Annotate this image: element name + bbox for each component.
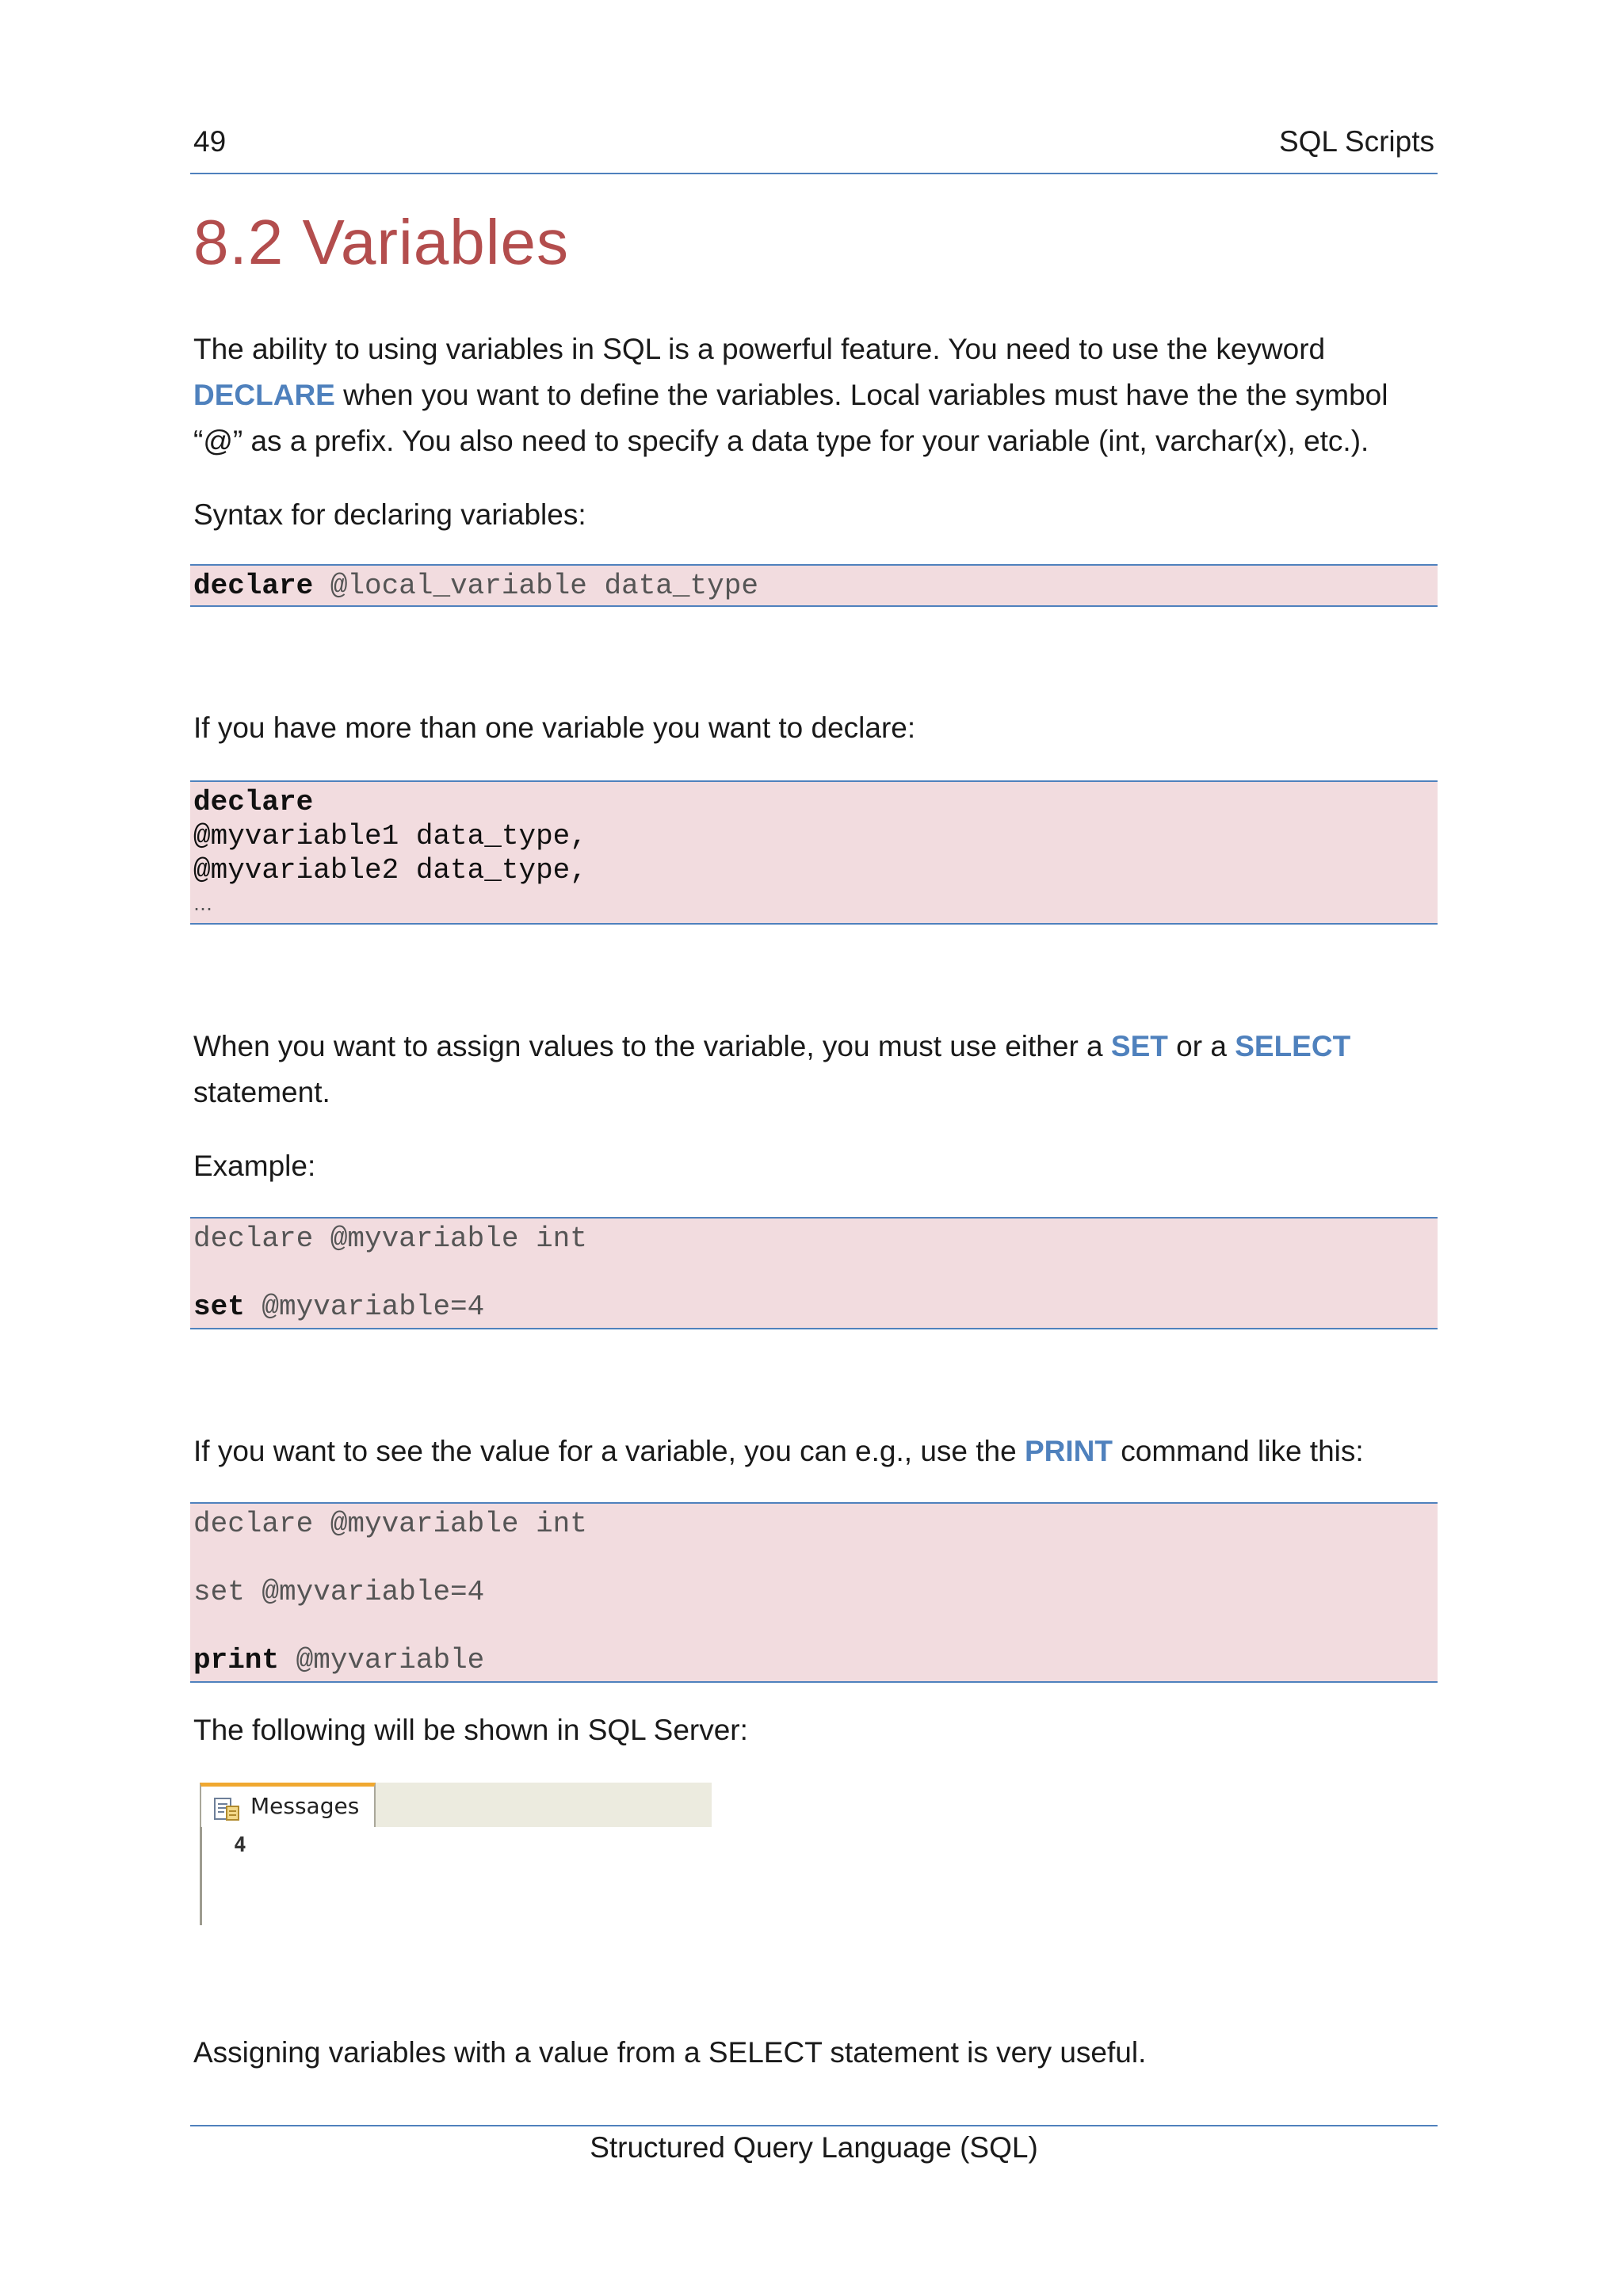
assign-text-2: or a — [1167, 1030, 1235, 1062]
code-keyword: declare — [193, 570, 314, 602]
code-line — [193, 1575, 1434, 1609]
code-line — [193, 887, 1434, 921]
set-keyword: SET — [1110, 1030, 1168, 1062]
code-text: @local_variable data_type — [313, 570, 758, 602]
code-text: @myvariable=4 — [244, 1291, 485, 1323]
messages-tab-label: Messages — [250, 1793, 360, 1819]
multi-declare-label: If you have more than one variable you want to declare: — [193, 711, 916, 744]
code-line-blank — [193, 1609, 1434, 1643]
messages-tab[interactable] — [200, 1783, 376, 1829]
code-line — [193, 1290, 1434, 1324]
messages-output-area — [200, 1827, 714, 1925]
code-line — [193, 1222, 1434, 1256]
section-name: SQL Scripts — [1278, 125, 1434, 158]
syntax-label: Syntax for declaring variables: — [193, 498, 586, 531]
code-line — [193, 569, 1434, 603]
intro-text-1: The ability to using variables in SQL is a powerful feature. You need to use the keyword — [193, 333, 1326, 365]
code-text: @myvariable1 data_type, — [193, 820, 587, 852]
code-text: set @myvariable=4 — [193, 1576, 485, 1608]
assign-text-3: statement. — [193, 1076, 330, 1108]
code-keyword: declare — [193, 786, 314, 818]
code-line — [193, 1643, 1434, 1677]
messages-icon — [212, 1794, 241, 1822]
intro-text-2: when you want to define the variables. Local variables must have the the symbol “@” as a prefix. You also need to specify a data type for your variable (int, varchar(x), etc.). — [193, 379, 1388, 457]
code-block-example — [190, 1217, 1438, 1329]
code-keyword: set — [193, 1291, 245, 1323]
print-text-2: command like this: — [1112, 1435, 1364, 1467]
code-text: declare @myvariable int — [193, 1222, 587, 1255]
code-line — [193, 853, 1434, 887]
shown-label: The following will be shown in SQL Server: — [193, 1714, 748, 1746]
print-text-1: If you want to see the value for a variable, you can e.g., use the — [193, 1435, 1025, 1467]
running-header — [190, 125, 1438, 174]
document-page — [190, 0, 1438, 2296]
sql-server-messages-screenshot — [200, 1783, 712, 1925]
code-line — [193, 1507, 1434, 1541]
print-paragraph — [193, 1428, 1434, 1474]
code-text: @myvariable — [279, 1644, 485, 1676]
code-block-syntax — [190, 564, 1438, 607]
code-text: declare @myvariable int — [193, 1508, 587, 1540]
code-block-multi — [190, 780, 1438, 925]
code-keyword: print — [193, 1644, 280, 1676]
assigning-paragraph: Assigning variables with a value from a SELECT statement is very useful. — [193, 2036, 1147, 2069]
code-block-print — [190, 1502, 1438, 1683]
assign-paragraph — [193, 1024, 1434, 1116]
page-number: 49 — [193, 125, 227, 158]
declare-keyword: DECLARE — [193, 379, 335, 411]
messages-output-value: 4 — [234, 1833, 246, 1857]
code-line — [193, 819, 1434, 853]
page-footer: Structured Query Language (SQL) — [190, 2125, 1438, 2164]
code-ellipsis: … — [193, 893, 212, 915]
assign-text-1: When you want to assign values to the variable, you must use either a — [193, 1030, 1111, 1062]
code-line — [193, 785, 1434, 819]
section-title: 8.2 Variables — [193, 207, 570, 277]
code-text: @myvariable2 data_type, — [193, 854, 587, 887]
code-line-blank — [193, 1256, 1434, 1290]
select-keyword: SELECT — [1235, 1030, 1351, 1062]
print-keyword: PRINT — [1024, 1435, 1113, 1467]
intro-paragraph — [193, 326, 1434, 464]
example-label: Example: — [193, 1150, 316, 1182]
code-line-blank — [193, 1541, 1434, 1575]
